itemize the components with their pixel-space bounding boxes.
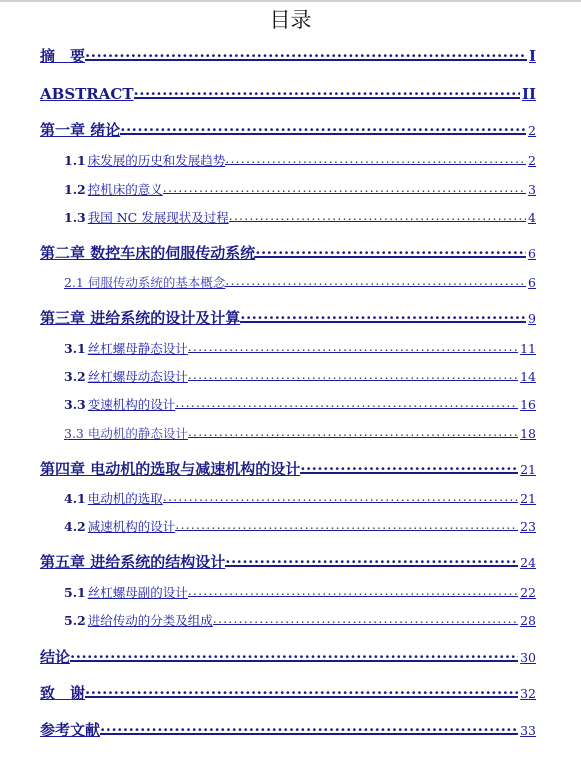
toc-chapter-link[interactable] bbox=[40, 645, 536, 667]
toc-section-number: 5.2 bbox=[64, 613, 86, 628]
toc-section-link[interactable] bbox=[64, 208, 536, 226]
top-border bbox=[0, 0, 581, 2]
toc-section-number: 4.1 bbox=[64, 491, 86, 506]
toc-dot-leader bbox=[163, 181, 526, 195]
toc-page-number: 2 bbox=[528, 123, 536, 138]
toc-section-number: 5.1 bbox=[64, 585, 86, 600]
toc-section-link[interactable] bbox=[64, 424, 536, 442]
toc-chapter-link[interactable] bbox=[40, 241, 536, 263]
toc-entry-label: 致 谢 bbox=[40, 684, 86, 702]
toc-section-number: 1.2 bbox=[64, 182, 86, 197]
toc-section-number: 1.1 bbox=[64, 153, 86, 168]
toc-page-number: I bbox=[528, 47, 536, 65]
toc-section-number: 1.3 bbox=[64, 210, 86, 225]
toc-section-link[interactable] bbox=[64, 489, 536, 507]
toc-page-number: 22 bbox=[520, 585, 536, 600]
toc-page-number: 11 bbox=[520, 341, 536, 356]
toc-dot-leader bbox=[85, 681, 518, 698]
toc-chapter-link[interactable] bbox=[40, 457, 536, 479]
toc-dot-leader bbox=[188, 425, 518, 439]
toc-entry-label: 丝杠螺母副的设计 bbox=[87, 585, 188, 600]
toc-page-number: 21 bbox=[520, 491, 536, 506]
toc-entry-label: 结论 bbox=[40, 648, 71, 666]
toc-dot-leader bbox=[240, 306, 526, 323]
toc-dot-leader bbox=[188, 340, 518, 354]
toc-chapter-link[interactable] bbox=[40, 118, 536, 140]
toc-section-link[interactable] bbox=[64, 367, 536, 385]
toc-dot-leader bbox=[225, 152, 526, 166]
toc-page-number: 6 bbox=[528, 275, 536, 290]
toc-section-link[interactable] bbox=[64, 611, 536, 629]
toc-page-number: 9 bbox=[528, 311, 536, 326]
toc-section-link[interactable] bbox=[64, 583, 536, 601]
toc-page-number: 14 bbox=[520, 369, 536, 384]
toc-chapter-link[interactable] bbox=[40, 306, 536, 328]
toc-page-number: 30 bbox=[520, 650, 536, 665]
toc-section-link[interactable] bbox=[64, 395, 536, 413]
toc-dot-leader bbox=[134, 82, 520, 99]
toc-page-number: 2 bbox=[528, 153, 536, 168]
toc-entry-label: ABSTRACT bbox=[40, 85, 134, 103]
toc-page-number: 4 bbox=[528, 210, 536, 225]
toc-entry-label: 我国 NC 发展现状及过程 bbox=[87, 210, 229, 225]
toc-chapter-link[interactable] bbox=[40, 82, 536, 103]
toc-entry-label: 进给传动的分类及组成 bbox=[87, 613, 213, 628]
toc-page-number: 28 bbox=[520, 613, 536, 628]
toc-entry-label: 3.3 电动机的静态设计 bbox=[64, 426, 188, 441]
toc-dot-leader bbox=[213, 612, 518, 626]
toc-dot-leader bbox=[229, 209, 526, 223]
toc-dot-leader bbox=[188, 584, 518, 598]
toc-dot-leader bbox=[85, 44, 527, 61]
toc-entry-label: 电动机的选取 bbox=[87, 491, 163, 506]
toc-page-number: 21 bbox=[520, 462, 536, 477]
toc-page-number: 6 bbox=[528, 246, 536, 261]
toc-section-link[interactable] bbox=[64, 339, 536, 357]
toc-section-number: 3.1 bbox=[64, 341, 86, 356]
toc-entry-label: 床发展的历史和发展趋势 bbox=[87, 153, 226, 168]
toc-entry-label: 第二章 数控车床的伺服传动系统 bbox=[40, 244, 256, 262]
toc-dot-leader bbox=[225, 550, 518, 567]
toc-dot-leader bbox=[100, 718, 518, 735]
toc-dot-leader bbox=[225, 274, 526, 288]
toc-dot-leader bbox=[175, 518, 518, 532]
toc-dot-leader bbox=[163, 490, 518, 504]
toc-page-number: II bbox=[521, 85, 536, 103]
toc-entry-label: 丝杠螺母动态设计 bbox=[87, 369, 188, 384]
toc-chapter-link[interactable] bbox=[40, 550, 536, 572]
toc-entry-label: 第五章 进给系统的结构设计 bbox=[40, 553, 226, 571]
toc-entry-label: 控机床的意义 bbox=[87, 182, 163, 197]
toc-section-number: 4.2 bbox=[64, 519, 86, 534]
toc-section-number: 3.2 bbox=[64, 369, 86, 384]
toc-chapter-link[interactable] bbox=[40, 44, 536, 66]
toc-page-number: 18 bbox=[520, 426, 536, 441]
toc-entry-label: 2.1 伺服传动系统的基本概念 bbox=[64, 275, 226, 290]
toc-section-link[interactable] bbox=[64, 151, 536, 169]
toc-entry-label: 丝杠螺母静态设计 bbox=[87, 341, 188, 356]
toc-section-number: 3.3 bbox=[64, 397, 86, 412]
toc-page-number: 23 bbox=[520, 519, 536, 534]
toc-entry-label: 第四章 电动机的选取与减速机构的设计 bbox=[40, 460, 301, 478]
toc-title: 目录 bbox=[269, 8, 312, 32]
toc-entry-label: 第一章 绪论 bbox=[40, 121, 121, 139]
toc-page-number: 16 bbox=[520, 397, 536, 412]
toc-entry-label: 变速机构的设计 bbox=[87, 397, 176, 412]
toc-page-number: 32 bbox=[520, 686, 536, 701]
toc-section-link[interactable] bbox=[64, 517, 536, 535]
toc-entry-label: 摘 要 bbox=[40, 47, 86, 65]
toc-dot-leader bbox=[255, 241, 526, 258]
toc-dot-leader bbox=[120, 118, 526, 135]
toc-entry-label: 参考文献 bbox=[40, 721, 101, 739]
toc-page-number: 33 bbox=[520, 723, 536, 738]
toc-chapter-link[interactable] bbox=[40, 681, 536, 703]
toc-entry-label: 第三章 进给系统的设计及计算 bbox=[40, 309, 241, 327]
toc-chapter-link[interactable] bbox=[40, 718, 536, 740]
toc-page-number: 24 bbox=[520, 555, 536, 570]
toc-dot-leader bbox=[300, 457, 518, 474]
toc-dot-leader bbox=[70, 645, 518, 662]
toc-entry-label: 减速机构的设计 bbox=[87, 519, 176, 534]
toc-page-number: 3 bbox=[528, 182, 536, 197]
toc-dot-leader bbox=[175, 396, 518, 410]
toc-section-link[interactable] bbox=[64, 273, 536, 291]
toc-section-link[interactable] bbox=[64, 180, 536, 198]
toc-dot-leader bbox=[188, 368, 518, 382]
